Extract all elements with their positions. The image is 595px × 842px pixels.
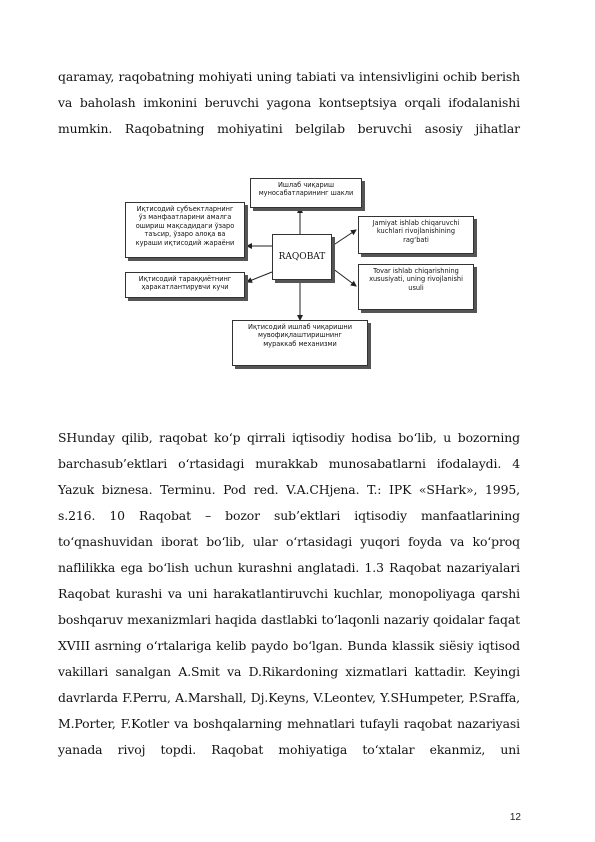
box-raqobat-center: RAQOBAT (272, 234, 332, 280)
intro-paragraph: qaramay, raqobatning mohiyati uning tabiati va intensivligini ochib berish va baholash imkonini beruvchi yagona kontseptsiya orqali ifodalanishi mumkin. Raqobatning mohiyatini belgilab beruvchi asosiy jihatlar (58, 69, 520, 136)
box-commodity-production: Tovar ishlab chiqarishning xususiyati, uning rivojlanishi usuli (358, 264, 474, 310)
box-production-relations: Ишлаб чиқариш муносабатларининг шакли (250, 178, 362, 208)
arrow-left-bottom (247, 272, 272, 282)
box-society-stimulus: Jamiyat ishlab chiqaruvchi kuchlari rivojlanishining rag‘bati (358, 216, 474, 254)
box-economic-subjects: Иқтисодий субъектларнинг ўз манфаатларини амалга ошириш мақсадидаги ўзаро таъсир, ўзаро алоқа ва кураши иқтисодий жараёни (125, 202, 245, 258)
raqobat-diagram (120, 172, 480, 372)
box-coordination-mechanism: Иқтисодий ишлаб чиқаришни мувофиқлаштиришнинг мураккаб механизми (232, 320, 368, 366)
arrow-right-top (332, 230, 356, 246)
main-paragraph: SHunday qilib, raqobat ko‘p qirrali iqtisodiy hodisa bo‘lib, u bozorning barchasub’ektlari o‘rtasidagi murakkab munosabatlarni ifodalaydi. 4 Yazuk biznesa. Terminu. Pod red. V.A.CHjena. T.: IPK «SHark», 1995, s.216. 10 Raqobat – bozor sub’ektlari iqtisodiy manfaatlarining to‘qnashuvidan iborat bo‘lib, ular o‘rtasidagi yuqori foyda va ko‘proq naflilikka ega bo‘lish uchun kurashni anglatadi. 1.3 Raqobat nazariyalari Raqobat kurashi va uni harakatlantiruvchi kuchlar, monopoliyaga qarshi boshqaruv mexanizmlari haqida dastlabki to‘laqonli nazariy qoidalar faqat XVIII asrning o‘rtalariga kelib paydo bo‘lgan. Bunda klassik siёsiy iqtisod vakillari sanalgan A.Smit va D.Rikardoning xizmatlari kattadir. Keyingi davrlarda F.Perru, A.Marshall, Dj.Keyns, V.Leontev, Y.SHumpeter, P.Sraffa, M.Porter, F.Kotler va boshqalarning mehnatlari tufayli raqobat nazariyasi yanada rivoj topdi. Raqobat mohiyatiga to‘xtalar ekanmiz, uni (58, 430, 520, 757)
arrow-right-bottom (332, 268, 356, 286)
box-driving-force: Иқтисодий тараққиётнинг ҳаракатлантирувчи кучи (125, 272, 245, 298)
page-number: 12 (509, 812, 521, 823)
